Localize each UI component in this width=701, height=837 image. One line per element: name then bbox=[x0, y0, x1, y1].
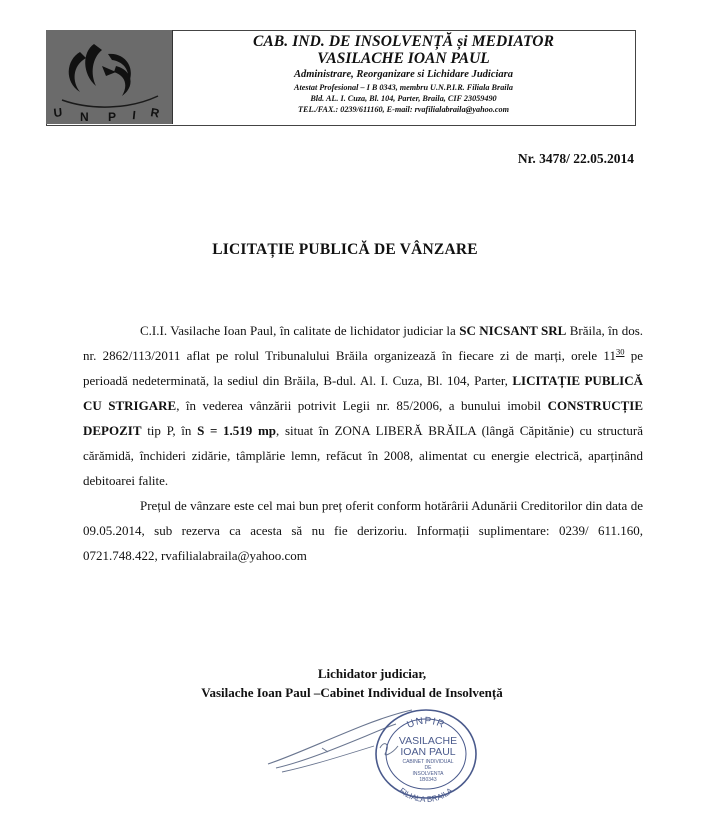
official-stamp bbox=[370, 704, 482, 802]
stamp-line-2: IOAN PAUL bbox=[400, 746, 456, 758]
stamp-line-1: VASILACHE bbox=[398, 735, 458, 747]
property-type: CONSTRUCȚIE DEPOZIT bbox=[83, 398, 643, 438]
document-body bbox=[83, 318, 643, 568]
svg-text:R: R bbox=[149, 105, 161, 121]
p1-text-5: tip P, în bbox=[141, 423, 198, 438]
stamp-line-6: 1B0343 bbox=[419, 777, 437, 783]
firm-contact: TEL./FAX.: 0239/611160, E-mail: rvafilialabraila@yahoo.com bbox=[298, 104, 509, 114]
p1-text-4: , în vederea vânzării potrivit Legii nr. 85/2006, a bunului imobil bbox=[176, 398, 548, 413]
document-title: LICITAȚIE PUBLICĂ DE VÂNZARE bbox=[212, 241, 478, 258]
svg-text:P: P bbox=[108, 110, 117, 124]
firm-accreditation: Atestat Profesional – I B 0343, membru U.N.P.I.R. Filiala Braila bbox=[294, 82, 513, 92]
p1-text-6: , situat în ZONA LIBERĂ BRĂILA (lângă Căpitănie) cu structură cărămidă, închideri zidărie, tâmplărie lemn, refăcut în 2008, alimentat cu energie electrică, aparținând debitoarei falite. bbox=[83, 423, 643, 488]
p1-text-2: Brăila, în dos. nr. 2862/113/2011 aflat pe rolul Tribunalului Brăila organizează în fiecare zi de marți, orele 11 bbox=[83, 323, 644, 363]
signatory-role: Lichidator judiciar, bbox=[317, 666, 427, 681]
firm-title: CAB. IND. DE INSOLVENȚĂ și MEDIATOR bbox=[252, 33, 555, 50]
svg-text:FILIALA BRAILA bbox=[398, 786, 455, 802]
firm-services: Administrare, Reorganizare si Lichidare Judiciara bbox=[293, 69, 514, 80]
paragraph-announcement bbox=[83, 318, 643, 493]
svg-text:U: U bbox=[52, 105, 63, 120]
stamp-line-5: INSOLVENTA bbox=[412, 771, 444, 777]
svg-text:UNPIR bbox=[406, 716, 447, 731]
time-minutes: 30 bbox=[615, 346, 625, 357]
stamp-line-3: CABINET INDIVIDUAL bbox=[402, 759, 454, 765]
letterhead bbox=[46, 30, 636, 125]
firm-address: Bld. AL. I. Cuza, Bl. 104, Parter, Braila, CIF 23059490 bbox=[310, 93, 497, 103]
property-area: S = 1.519 mp bbox=[197, 423, 277, 438]
unpir-logo bbox=[46, 30, 173, 124]
signature-block bbox=[0, 664, 700, 702]
unpir-logo-graphic bbox=[46, 30, 172, 124]
p1-text-3: pe perioadă nedeterminată, la sediul din Brăila, B-dul. Al. I. Cuza, Bl. 104, Parter, bbox=[83, 348, 643, 388]
letterhead-text bbox=[173, 32, 634, 114]
stamp-top-text: UNPIR bbox=[405, 715, 447, 731]
stamp-bottom-text: FILIALA BRAILA bbox=[397, 786, 455, 802]
stamp-line-4: DE bbox=[424, 765, 432, 771]
firm-owner-name: VASILACHE IOAN PAUL bbox=[317, 49, 490, 67]
reference-number: Nr. 3478/ 22.05.2014 bbox=[517, 151, 634, 166]
auction-type: LICITAȚIE PUBLICĂ CU STRIGARE bbox=[83, 373, 643, 413]
signatory-name: Vasilache Ioan Paul –Cabinet Individual de Insolvență bbox=[201, 685, 503, 700]
company-name: SC NICSANT SRL bbox=[459, 323, 567, 338]
svg-text:I: I bbox=[131, 108, 137, 123]
p1-text-1: C.I.I. Vasilache Ioan Paul, în calitate de lichidator judiciar la bbox=[140, 323, 460, 338]
svg-text:N: N bbox=[80, 110, 89, 124]
paragraph-price: Prețul de vânzare este cel mai bun preț oferit conform hotărârii Adunării Creditorilor din data de 09.05.2014, sub rezerva ca acesta să nu fie derizoriu. Informații suplimentare: 0239/ 611.160, 0721.748.422, rvafilialabraila@yahoo.com bbox=[83, 498, 643, 563]
